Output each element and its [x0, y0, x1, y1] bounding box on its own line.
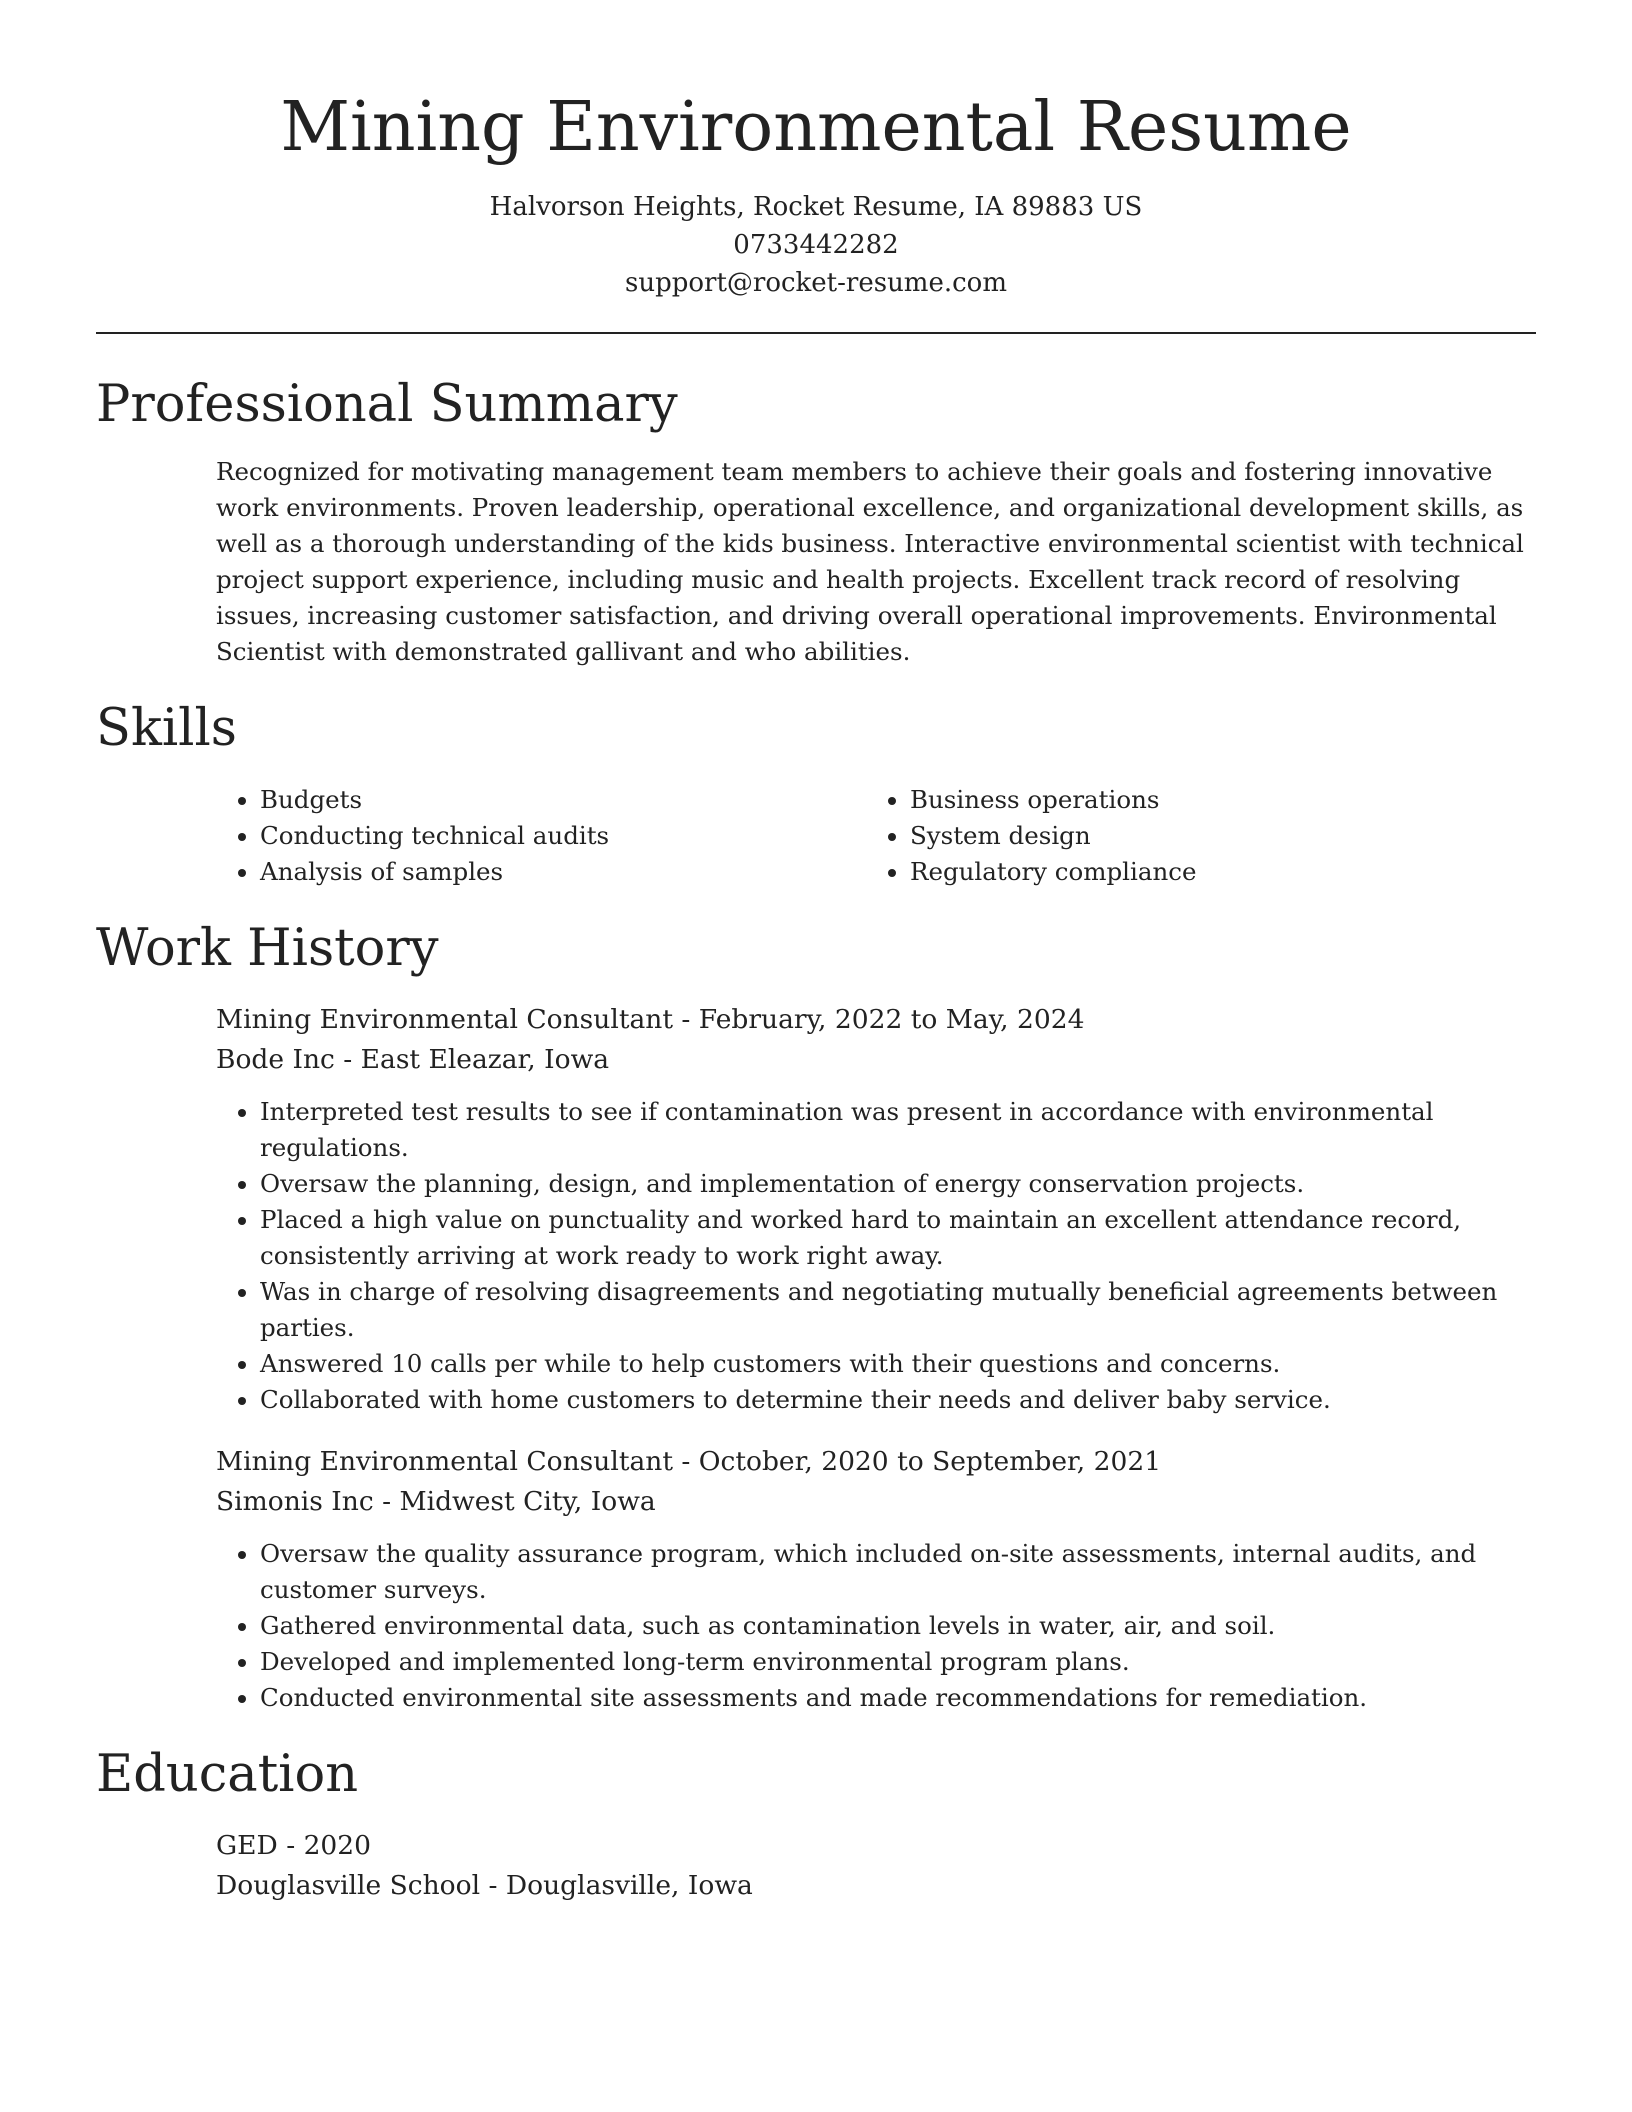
summary-heading: Professional Summary	[96, 375, 678, 434]
education-year: - 2020	[277, 1830, 372, 1861]
job-title-line	[216, 1000, 1536, 1040]
education-degree-line	[216, 1826, 1536, 1866]
duty-item: • Interpreted test results to see if contamination was present in accordance with environmental regulations.	[260, 1094, 1536, 1166]
job-title: Mining Environmental Consultant	[216, 1446, 673, 1477]
work-history-heading: Work History	[96, 919, 439, 978]
skills-heading: Skills	[96, 699, 237, 758]
skill-item: • Budgets	[260, 782, 866, 818]
skill-item: • Business operations	[910, 782, 1536, 818]
job-company: Simonis Inc	[216, 1486, 374, 1517]
job-duties	[216, 1094, 1536, 1418]
skills-column-right	[866, 782, 1536, 890]
education-school-line	[216, 1866, 1536, 1906]
duty-item: • Oversaw the planning, design, and implementation of energy conservation projects.	[260, 1166, 1536, 1202]
duty-item: • Answered 10 calls per while to help customers with their questions and concerns.	[260, 1346, 1536, 1382]
duty-item: • Was in charge of resolving disagreements and negotiating mutually beneficial agreements between parties.	[260, 1274, 1536, 1346]
resume-page	[96, 0, 1536, 1906]
education-heading: Education	[96, 1745, 359, 1804]
job-location: - Midwest City, Iowa	[373, 1486, 656, 1517]
job-title: Mining Environmental Consultant	[216, 1004, 673, 1035]
education-degree: GED	[216, 1830, 278, 1861]
education-school: Douglasville School	[216, 1870, 481, 1901]
contact-email: support@rocket-resume.com	[624, 268, 1007, 298]
skill-item: • System design	[910, 818, 1536, 854]
resume-title: Mining Environmental Resume	[280, 88, 1352, 167]
skill-item: • Analysis of samples	[260, 854, 866, 890]
job-dates: - October, 2020 to September, 2021	[672, 1446, 1162, 1477]
contact-info	[96, 188, 1536, 302]
header-divider	[96, 332, 1536, 334]
job-duties	[216, 1536, 1536, 1716]
skill-item: • Regulatory compliance	[910, 854, 1536, 890]
skill-item: • Conducting technical audits	[260, 818, 866, 854]
contact-phone: 0733442282	[733, 230, 899, 260]
job-entry	[216, 1442, 1536, 1716]
skills-list	[216, 782, 1536, 890]
job-location: - East Eleazar, Iowa	[334, 1044, 610, 1075]
duty-item: • Collaborated with home customers to determine their needs and deliver baby service.	[260, 1382, 1536, 1418]
duty-item: • Gathered environmental data, such as contamination levels in water, air, and soil.	[260, 1608, 1536, 1644]
job-company-line	[216, 1482, 1536, 1522]
contact-address: Halvorson Heights, Rocket Resume, IA 89883 US	[489, 192, 1143, 222]
skills-column-left	[216, 782, 866, 890]
duty-item: • Conducted environmental site assessments and made recommendations for remediation.	[260, 1680, 1536, 1716]
job-entry	[216, 1000, 1536, 1418]
job-dates: - February, 2022 to May, 2024	[672, 1004, 1085, 1035]
duty-item: • Developed and implemented long-term environmental program plans.	[260, 1644, 1536, 1680]
duty-item: • Oversaw the quality assurance program, which included on-site assessments, internal audits, and customer surveys.	[260, 1536, 1536, 1608]
duty-item: • Placed a high value on punctuality and worked hard to maintain an excellent attendance record, consistently arriving at work ready to work right away.	[260, 1202, 1536, 1274]
job-company: Bode Inc	[216, 1044, 335, 1075]
summary-text: Recognized for motivating management team members to achieve their goals and fostering innovative work environments. Proven leadership, operational excellence, and organizational development skills, as well as a thorough understanding of the kids business. Interactive environmental scientist with technical project support experience, including music and health projects. Excellent track record of resolving issues, increasing customer satisfaction, and driving overall operational improvements. Environmental Scientist with demonstrated gallivant and who abilities.	[216, 457, 1524, 666]
job-company-line	[216, 1040, 1536, 1080]
education-entry	[216, 1826, 1536, 1906]
job-title-line	[216, 1442, 1536, 1482]
education-location: - Douglasville, Iowa	[480, 1870, 753, 1901]
